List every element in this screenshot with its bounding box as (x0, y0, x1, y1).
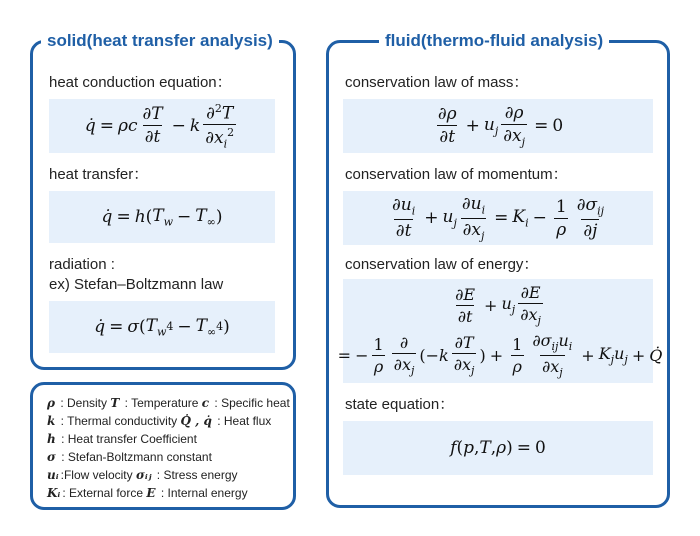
momentum-label: conservation law of momentum： (345, 166, 568, 183)
radiation-equation: q̇ = σ ( $T_w$ 4 − $T_\infty$ 4 ) (49, 301, 275, 353)
heat-transfer-label: heat transfer： (49, 166, 149, 183)
energy-label: conservation law of energy： (345, 256, 539, 273)
solid-panel (30, 31, 296, 370)
legend-line-3: h : Heat transfer Coefficient (47, 432, 197, 446)
legend-line-6: Kᵢ : External force E : Internal energy (47, 486, 248, 500)
heat-conduction-label: heat conduction equation： (49, 74, 232, 91)
state-equation: f ( p , T , ρ ) = 0 (343, 421, 653, 475)
stefan-boltzmann-label: ex) Stefan–Boltzmann law (49, 276, 224, 293)
state-label: state equation： (345, 396, 455, 413)
mass-label: conservation law of mass： (345, 74, 529, 91)
solid-panel-title: solid(heat transfer analysis) (41, 30, 279, 52)
momentum-equation: $\frac{\partial u_i}{\partial t}$ + $u_j$ $\frac{\partial u_i}{\partial x_j}$ = $K_i$ − $\frac{1}{\rho}$ $\frac{\partial\sigma_{ij}}{\partial j}$ (343, 191, 653, 245)
energy-equation: $\frac{\partial E}{\partial t}$ + $u_j$ $\frac{\partial E}{\partial x_j}$ = − $\frac{1}{\rho}$ $\frac{\partial}{\partial x_j}$ ( − k $\frac{\partial T}{\partial x_j}$ ) + $\frac{1}{\rho}$ $\frac{\partial\sigma_{ij}u_i}{\partial x_j}$ + $K_ju_j$ + Q̇ (343, 279, 653, 383)
heat-conduction-equation: q̇ = ρc $\frac{\partial T}{\partial t}$ − k $\frac{\partial^2T}{\partial x_i^2}$ (49, 99, 275, 153)
heat-transfer-equation: q̇ = h ( $T_w$ − $T_\infty$ ) (49, 191, 275, 243)
legend-line-1: ρ : Density T : Temperature c : Specific heat (47, 396, 290, 410)
legend-panel (30, 382, 296, 510)
legend-line-4: σ : Stefan-Boltzmann constant (47, 450, 212, 464)
fluid-panel-title: fluid(thermo-fluid analysis) (379, 30, 609, 52)
legend-line-5: uᵢ :Flow velocity σᵢⱼ : Stress energy (47, 468, 238, 482)
legend-line-2: k : Thermal conductivity Q̇ , q̇ : Heat flux (47, 414, 272, 428)
radiation-label: radiation : (49, 256, 115, 273)
fluid-panel (326, 31, 670, 508)
mass-equation: $\frac{\partial\rho}{\partial t}$ + $u_j$ $\frac{\partial\rho}{\partial x_j}$ = 0 (343, 99, 653, 153)
